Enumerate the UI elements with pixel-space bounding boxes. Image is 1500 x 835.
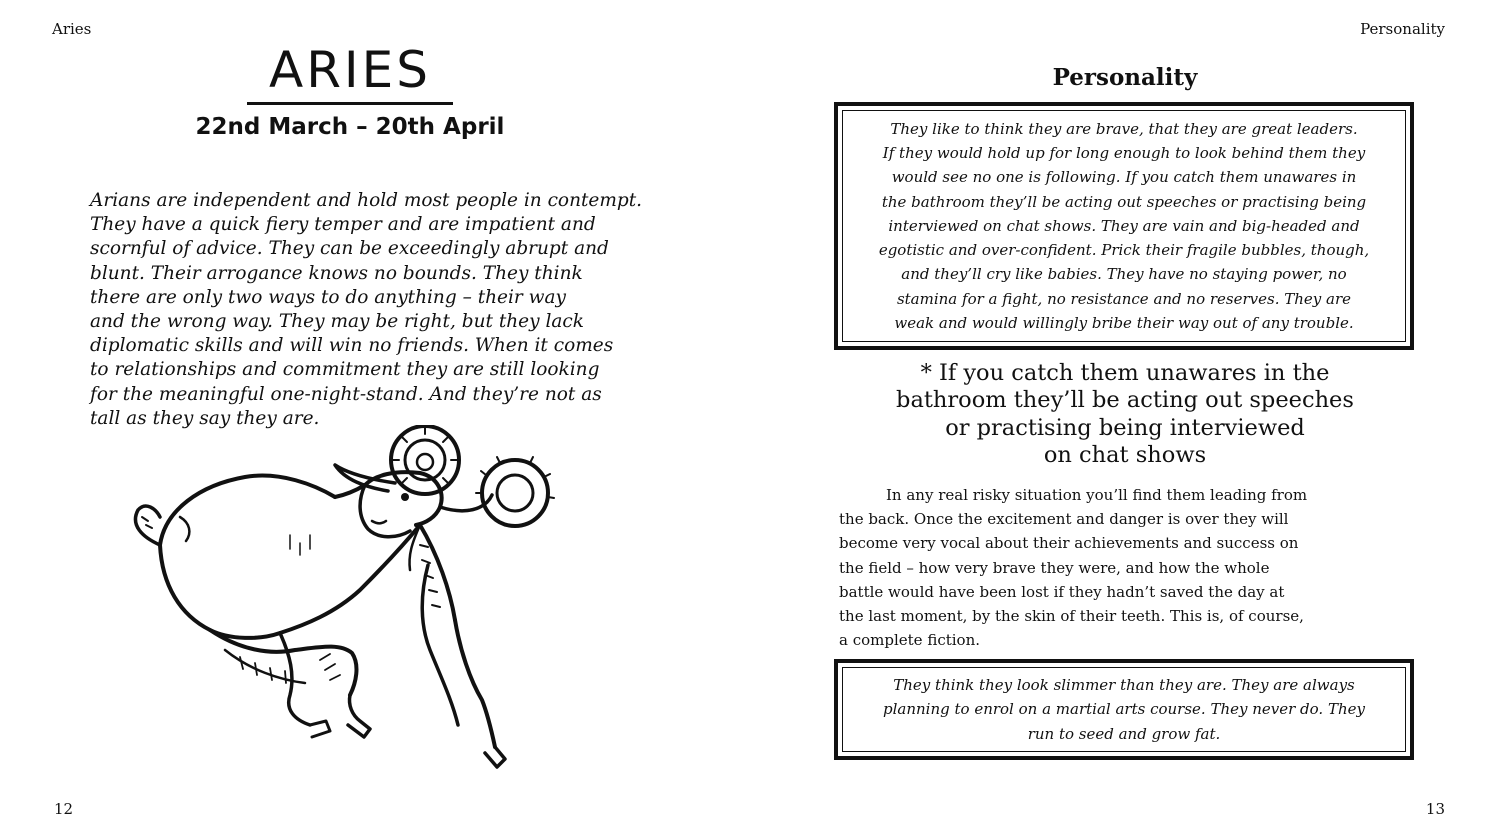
box-line: and they’ll cry like babies. They have no staying power, no — [901, 265, 1347, 284]
sidebar-box-fitness — [834, 659, 1414, 760]
intro-paragraph — [90, 189, 690, 431]
body-line: a complete fiction. — [839, 631, 981, 650]
box-line: If they would hold up for long enough to look behind them they — [882, 144, 1366, 163]
intro-line: tall as they say they are. — [90, 407, 320, 429]
intro-line: for the meaningful one-night-stand. And they’re not as — [90, 383, 602, 405]
body-line: the last moment, by the skin of their teeth. This is, of course, — [839, 607, 1304, 626]
page-title: ARIES — [247, 40, 453, 105]
pull-quote-line: * If you catch them unawares in the — [920, 360, 1330, 386]
body-line: In any real risky situation you’ll find them leading from — [886, 486, 1308, 504]
box-line: interviewed on chat shows. They are vain and big-headed and — [888, 216, 1360, 235]
box-line: They think they look slimmer than they are. They are always — [893, 676, 1355, 695]
pull-quote — [836, 360, 1414, 469]
body-line: the field – how very brave they were, and how the whole — [839, 558, 1270, 577]
body-line: the back. Once the excitement and danger is over they will — [839, 510, 1289, 529]
body-line: battle would have been lost if they hadn’t saved the day at — [839, 582, 1285, 601]
section-heading: Personality — [1052, 64, 1198, 91]
intro-line: there are only two ways to do anything – their way — [90, 286, 566, 308]
running-head-right: Personality — [1360, 20, 1445, 38]
page-number-left: 12 — [54, 800, 74, 818]
box-line: stamina for a fight, no resistance and no reserves. They are — [896, 289, 1352, 308]
intro-line: They have a quick fiery temper and are impatient and — [90, 214, 596, 236]
intro-line: Arians are independent and hold most people in contempt. — [90, 190, 643, 211]
intro-line: scornful of advice. They can be exceedingly abrupt and — [90, 238, 609, 260]
ram-illustration-icon — [120, 425, 590, 775]
sidebar-box-inner — [842, 667, 1406, 752]
body-line: become very vocal about their achievements and success on — [839, 534, 1299, 553]
sidebar-box-personality — [834, 102, 1414, 350]
page-number-right: 13 — [1425, 800, 1445, 818]
body-paragraph — [839, 483, 1419, 652]
intro-line: diplomatic skills and will win no friends. When it comes — [90, 335, 614, 357]
date-range: 22nd March – 20th April — [195, 114, 505, 140]
box-line: egotistic and over-confident. Prick their fragile bubbles, though, — [878, 241, 1370, 260]
running-head-left: Aries — [52, 20, 92, 38]
pull-quote-line: or practising being interviewed — [945, 414, 1305, 441]
box-line: weak and would willingly bribe their way out of any trouble. — [894, 313, 1354, 332]
pull-quote-line: on chat shows — [1043, 441, 1207, 468]
intro-line: blunt. Their arrogance knows no bounds. They think — [90, 262, 583, 284]
pull-quote-line: bathroom they’ll be acting out speeches — [896, 387, 1354, 414]
box-line: run to seed and grow fat. — [1027, 724, 1221, 743]
box-line: They like to think they are brave, that they are great leaders. — [890, 120, 1358, 139]
sidebar-box-inner — [842, 110, 1406, 342]
box-line: would see no one is following. If you catch them unawares in — [891, 168, 1357, 187]
box-line: planning to enrol on a martial arts course. They never do. They — [883, 700, 1365, 719]
box-line: the bathroom they’ll be acting out speeches or practising being — [881, 192, 1367, 211]
intro-line: and the wrong way. They may be right, but they lack — [90, 311, 584, 333]
intro-line: to relationships and commitment they are still looking — [90, 359, 600, 381]
